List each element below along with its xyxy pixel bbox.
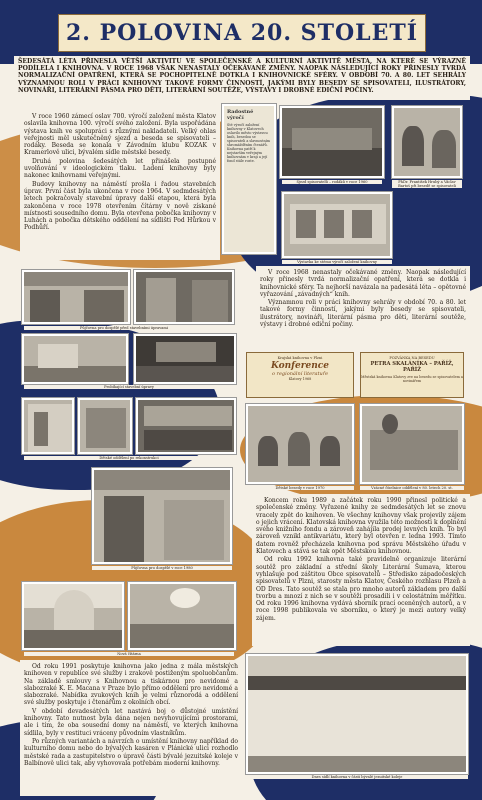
- konference-line1: Krajská knihovna v Plzni: [277, 356, 323, 360]
- paragraph: Druhá polovina šedesátých let přinášela postupné uvolňování v ideologickém tlaku. Ladení knihovny byly nakonec knihovnami veřejnými.: [24, 157, 216, 180]
- intro-text: ŠEDESÁTÁ LÉTA PŘINESLA VĚTŠÍ AKTIVITU VE SPOLEČENSKÉ A KULTURNÍ AKTIVITĚ MĚSTA, NA KTERÉ SE VÝRAZNĚ PODÍLELA I KNIHOVNA. V ROCE 1968 VŠAK NENASTALY OČEKÁVANÉ ZMĚNY. NAOPAK NÁSLEDUJÍCÍ ROKY PŘINESLY TVRDÁ NORMALIZAČNÍ OPATŘENÍ, KTERÁ SE POCHOPITELNĚ DOTKLA I KNIHOVNICKÉ SFÉRY. V OBDOBÍ 70. A 80. LET SEHRÁLY VÝZNAMNOU ROLI V PRÁCI KNIHOVNY TAKOVÉ FORMY ČINNOSTÍ, JAKÝMI BYLY BESEDY SE SPISOVATELI, ILUSTRÁTORY, NOVINÁŘI, LITERÁRNÍ PÁSMA PRO DĚTI, LITERÁRNÍ SOUTĚŽE, VÝSTAVY I DROBNÉ EDIČNÍ POČINY.: [14, 56, 470, 100]
- photo-lending-1980: [92, 468, 232, 564]
- caption-children-dept: Dětské oddělení po rekonstrukci: [24, 456, 234, 460]
- photo-jesuit-college: [246, 654, 468, 774]
- caption-discussion: PhDr. František Hrubý a Václav Bartoš při besedě se spisovateli: [392, 180, 462, 188]
- clipping-text: Sté výročí založení knihovny v Klatovech oslavilo město výstavou knih, besedou se spisovateli a slavnostním shromážděním čtenářů. Knihovna patří k nejstarším veřejným knihovnám v kraji a její fond stále roste.: [227, 123, 271, 163]
- konference-line4: Klatovy 1968: [288, 376, 312, 381]
- pozvanka-line2: PETRA SKALÁNÍKA – PAŘÍŽ, PAŘÍŽ: [370, 360, 454, 373]
- text-block-new-building: [20, 660, 242, 796]
- photo-children-dept-3: [136, 398, 236, 454]
- photo-children-dept-1: [22, 398, 74, 454]
- paragraph: Od roku 1992 knihovna také pravidelně organizuje literární soutěž pro základní a střední školy Literární Šumava, kterou vyhlašuje pod záštitou Obce spisovatelů – Středisko západočeských spisovatelů v Plzni, starosty města Klatov, Českého rozhlasu Plzeň a OD Dres. Tato soutěž se stala pro mnoho autorů základem pro další tvorbu a mnozí z nich se v soutěži prosadili i v celostátním měřítku. Od roku 1996 knihovna vydává sborník prací oceněných autorů, a v roce 1998 publikovala ve sborníku, o který je mezi autory velký zájem.: [256, 556, 466, 622]
- clipping-heading: Radostné výročí: [227, 109, 254, 121]
- caption-new-reading-room: Nová čítárna: [24, 652, 234, 656]
- photo-new-reading-room-1: [22, 582, 124, 650]
- paragraph: V roce 1960 zámecí oslav 700. výročí založení města Klatov oslavila knihovna 100. výročí svého založení. Byla uspořádána výstava knih ve spolupráci s různými nakladateli. Velký ohlas veřejnosti měl uskutečněný sjezd a beseda se spisovateli – rodáky. Beseda se konala v Závodním klubu KOZAK v Kramerlově ulici, bývalém sídle městské besedy.: [24, 113, 216, 157]
- paragraph: Od roku 1991 poskytuje knihovna jako jedna z mála městských knihoven v republice své služby i zrakově postiženým spoluobčanům. Na základě smlouvy s Knihovnou a tiskárnou pro nevidomé a slabozraké K. E. Macana v Praze bylo přímo oddělení pro nevidomé a slabozraké. Nabídka zvukových knih je velmi různorodá a oddělení své služby poskytuje i čtenářům z okolních obcí.: [24, 663, 238, 707]
- page-title: 2. POLOVINA 20. STOLETÍ: [58, 14, 426, 52]
- photo-new-reading-room-2: [128, 582, 236, 650]
- paragraph: Po různých variantách a návrzích o umístění knihovny například do kulturního domu nebo do bývalých kasáren v Plánické ulici rozhodlo městské rada a zastupitelstvo o úpravě části bývalé jezuitské koleje v Balbínově ulici tak, aby vyhovovala potřebám moderní knihovny.: [24, 737, 238, 767]
- caption-children-events: Dětské besedy v roce 1970: [246, 486, 354, 490]
- photo-writers-meeting: [280, 106, 384, 178]
- konference-line2: Konference: [271, 360, 329, 371]
- paragraph: Budovy knihovny na náměstí prošla i řadou stavebních úprav. První část byla ukončena v roce 1964. V sedmdesátých letech pokračovaly stavební úpravy další etapou, která byla zakončena v roce 1978 otevřením čítárny v nově získané místnosti sousedního domu. Byla otevřena pobočka knihovny v Luhách a pobočka dětského oddělení na sídlišti Pod Hůrkou v Podhůří.: [24, 180, 216, 232]
- caption-jesuit-college: Dnes sídlí knihovna v části bývalé jezuitské koleje: [246, 775, 468, 779]
- photo-reading-room-80s: [360, 404, 464, 484]
- caption-reading-room-80s: Vzácné číselnice oddělení v 80. letech 20. st.: [360, 486, 464, 490]
- photo-book-exhibition: [282, 192, 392, 258]
- photo-lending-room-2: [134, 270, 234, 324]
- photo-children-events: [246, 404, 354, 484]
- text-block-1960s: [20, 110, 220, 260]
- caption-writers-meeting: Sjezd spisovatelů – rodáků v roce 1960: [282, 180, 382, 184]
- paragraph: V období devadesátých let nastává boj o důstojné umístění knihovny. Tato nutnost byla dána nejen nevyhovujícími prostorami, ale i tím, že oba sousední domy na náměstí, ve kterých knihovna sídlila, byly v restituci vráceny původním vlastníkům.: [24, 707, 238, 737]
- konference-card: [246, 352, 354, 398]
- text-block-1990s: [252, 494, 470, 646]
- konference-line3: o regionální literatuře: [271, 370, 329, 377]
- pozvanka-line3: Městská knihovna Klatovy zve na besedu se spisovatelem a novinářem: [361, 374, 463, 383]
- paragraph: V roce 1968 nenastaly očekávané změny. Naopak následující roky přinesly tvrdá normalizační opatření, která se dotkla i knihovnické sféry. Ta nejhorší navázala na padesátá léta – opětovné vyřazování „závadných“ knih.: [260, 269, 466, 298]
- text-block-normalization: [256, 266, 470, 344]
- newspaper-clipping: [222, 104, 276, 254]
- pozvanka-card: [360, 352, 464, 398]
- caption-lending-1980: Půjčovna pro dospělé v roce 1980: [92, 566, 232, 570]
- pozvanka-line1: POZVÁNKA NA BESEDU: [389, 356, 435, 360]
- photo-construction-2: [134, 334, 236, 384]
- caption-book-exhibition: Výstavka ke stému výročí založení knihovny: [282, 260, 392, 264]
- photo-lending-room-1: [22, 270, 130, 324]
- photo-construction-1: [22, 334, 128, 384]
- paragraph: Koncem roku 1989 a začátek roku 1990 přinesl politické a společenské změny. Vyřazené knihy ze sedmdesátých let se znovu vracely zpět do knihoven. Ve všechny knihovny však projevily zájem o jejich vrácení. Klatovská knihovna využila této možnosti k doplnění svého knižního fondu a zároveň zahájila prodej levných knih. To byl zároveň vznikl antikvariátu, který byl otevřen r. ledna 1993. Tímto datem rovněž přecházela knihovna pod správu Městského úřadu v Klatovech a stává se tak opět Městskou knihovnou.: [256, 497, 466, 556]
- caption-construction: Probíhající stavební úpravy: [24, 385, 234, 389]
- photo-children-dept-2: [78, 398, 132, 454]
- photo-discussion: [392, 106, 462, 178]
- paragraph: Významnou roli v práci knihovny sehrály v období 70. a 80. let takové formy činností, jakými byly besedy se spisovateli, ilustrátory, novináři, literární pásma pro děti, literární soutěže, výstavy i drobné ediční počiny.: [260, 299, 466, 329]
- caption-lending-room: Půjčovna pro dospělé před stavebními úpravami: [24, 326, 224, 330]
